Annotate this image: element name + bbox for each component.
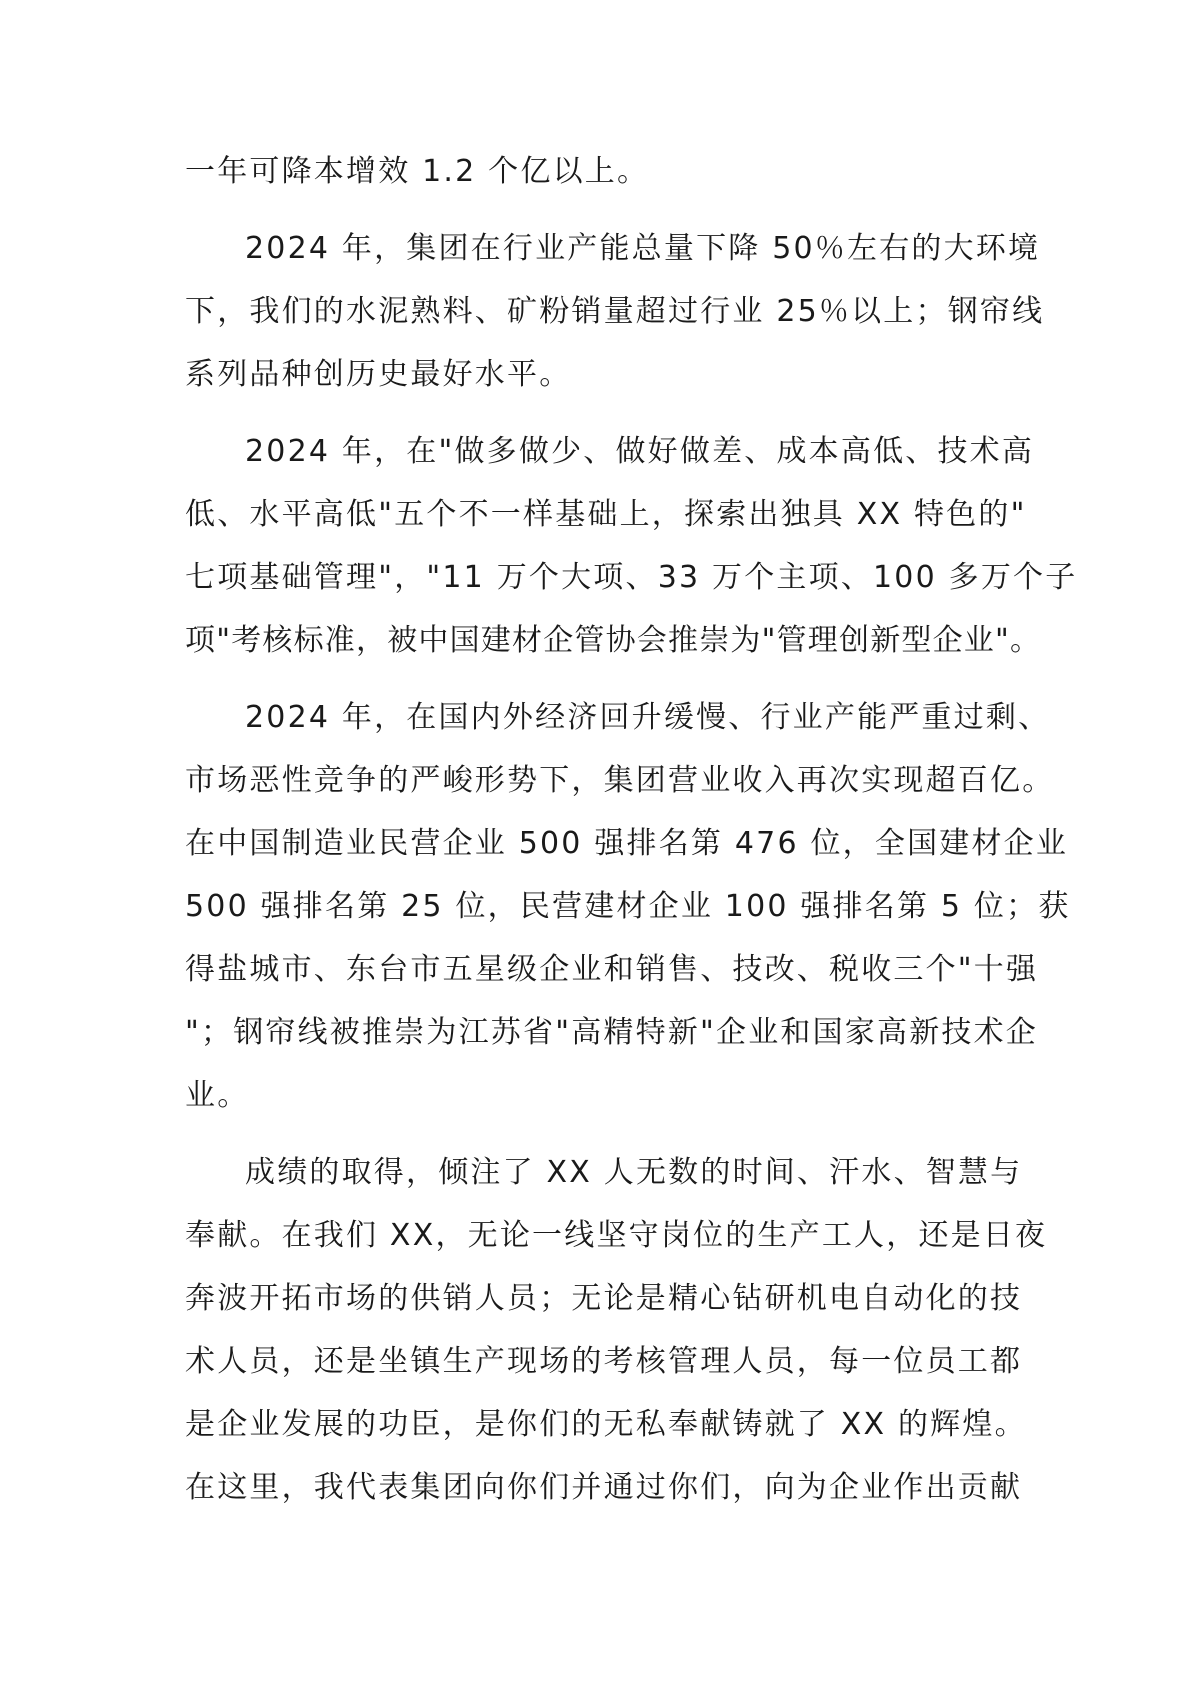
- paragraph-line: 奔波开拓市场的供销人员；无论是精心钻研机电自动化的技: [185, 1281, 1023, 1316]
- paragraph-line: 一年可降本增效 1.2 个亿以上。: [185, 154, 650, 189]
- document-body: [185, 140, 1078, 1519]
- paragraph-line: 奉献。在我们 XX，无论一线坚守岗位的生产工人，还是日夜: [185, 1218, 1048, 1253]
- paragraph-line: 项"考核标准，被中国建材企管协会推崇为"管理创新型企业"。: [185, 623, 1042, 658]
- paragraph-line: 在中国制造业民营企业 500 强排名第 476 位，全国建材企业: [185, 826, 1069, 861]
- paragraph-line: 成绩的取得，倾注了 XX 人无数的时间、汗水、智慧与: [245, 1155, 1023, 1190]
- paragraph-line: 在这里，我代表集团向你们并通过你们，向为企业作出贡献: [185, 1470, 1023, 1505]
- paragraph-line: 术人员，还是坐镇生产现场的考核管理人员，每一位员工都: [185, 1344, 1023, 1379]
- paragraph-line: 500 强排名第 25 位，民营建材企业 100 强排名第 5 位；获: [185, 889, 1071, 924]
- paragraph-line: 低、水平高低"五个不一样基础上，探索出独具 XX 特色的": [185, 497, 1027, 532]
- paragraph-line: 2024 年，在"做多做少、做好做差、成本高低、技术高: [245, 434, 1035, 469]
- paragraph-line: 2024 年，集团在行业产能总量下降 50％左右的大环境: [245, 231, 1041, 266]
- paragraph-line: 业。: [185, 1078, 250, 1113]
- paragraph-line: 下，我们的水泥熟料、矿粉销量超过行业 25％以上；钢帘线: [185, 294, 1045, 329]
- paragraph-line: 市场恶性竞争的严峻形势下，集团营业收入再次实现超百亿。: [185, 763, 1055, 798]
- paragraph-line: 系列品种创历史最好水平。: [185, 357, 572, 392]
- paragraph-line: 2024 年，在国内外经济回升缓慢、行业产能严重过剩、: [245, 700, 1051, 735]
- paragraph-line: "；钢帘线被推崇为江苏省"高精特新"企业和国家高新技术企: [185, 1015, 1038, 1050]
- paragraph-line: 是企业发展的功臣，是你们的无私奉献铸就了 XX 的辉煌。: [185, 1407, 1027, 1442]
- paragraph-line: 得盐城市、东台市五星级企业和销售、技改、税收三个"十强: [185, 952, 1039, 987]
- paragraph-line: 七项基础管理"，"11 万个大项、33 万个主项、100 多万个子: [185, 560, 1078, 595]
